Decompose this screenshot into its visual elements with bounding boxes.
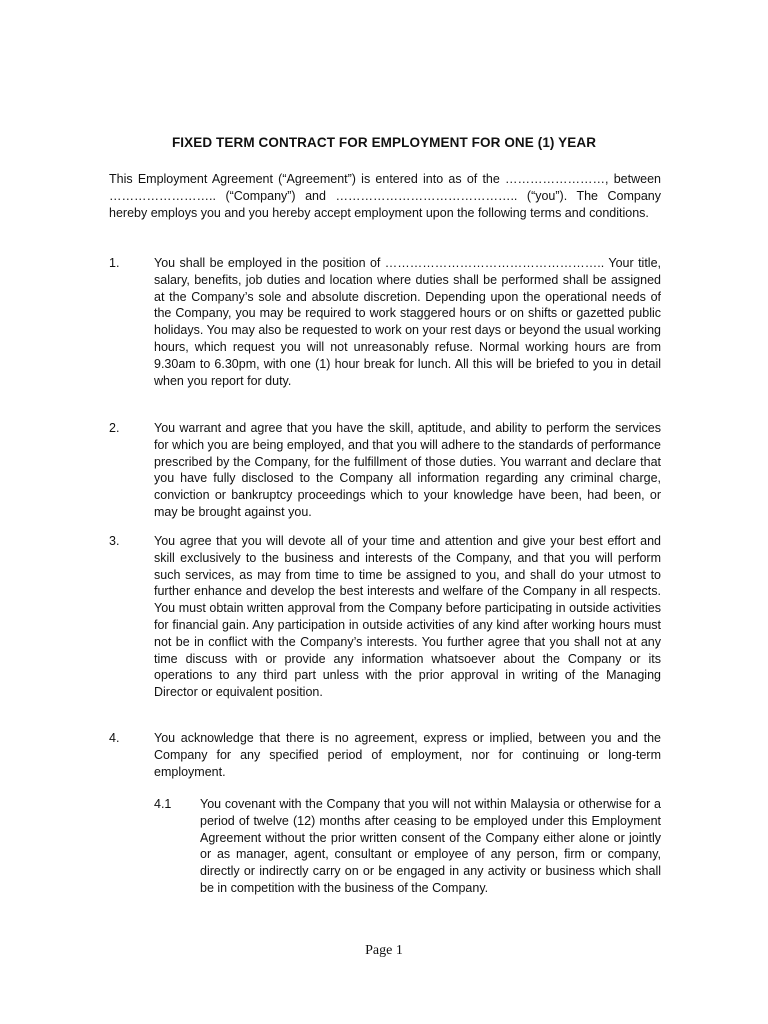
clause-number: 3. [109,534,120,548]
intro-text: This Employment Agreement (“Agreement”) is entered into as of the ……………………, between …………………….. (“Company”) and …………………………………….. (“you”). The Company hereby employs you and you hereby accept employment upon the following terms and conditions. [109,172,661,220]
clause-text: You acknowledge that there is no agreement, express or implied, between you and the Company for any specified period of employment, nor for continuing or long-term employment. [154,731,661,779]
subclause-4-1 [154,796,661,897]
subclause-text: You covenant with the Company that you will not within Malaysia or otherwise for a period of twelve (12) months after ceasing to be employed under this Employment Agreement without the prior written consent of the Company either alone or jointly or as manager, agent, consultant or employee of any person, firm or company, directly or indirectly carry on or be engaged in any activity or business which shall be in competition with the business of the Company. [200,797,661,895]
clause-text: You warrant and agree that you have the skill, aptitude, and ability to perform the services for which you are being employed, and that you will adhere to the standards of performance prescribed by the Company, for the fulfillment of those duties. You warrant and declare that you have fully disclosed to the Company all information regarding any criminal charge, conviction or bankruptcy proceedings which to your knowledge have been, had been, or may be brought against you. [154,421,661,519]
clause-number: 4. [109,731,120,745]
clause-text: You shall be employed in the position of …………………………………………….. Your title, salary, benefits, job duties and location where duties shall be performed shall be assigned at the Company’s sole and absolute discretion. Depending upon the operational needs of the Company, you may be required to work staggered hours or on shifts or gazetted public holidays. You may also be requested to work on your rest days or beyond the usual working hours, which request you will not unreasonably refuse. Normal working hours are from 9.30am to 6.30pm, with one (1) hour break for lunch. All this will be briefed to you in detail when you report for duty. [154,256,661,388]
clause-number: 1. [109,256,120,270]
page-number: Page 1 [365,943,403,958]
clause-4 [109,730,661,780]
clause-2 [109,420,661,521]
clause-text: You agree that you will devote all of your time and attention and give your best effort and skill exclusively to the business and interests of the Company, and that you will perform such services, as may from time to time be assigned to you, and shall do your utmost to further enhance and develop the best interests and welfare of the Company in all respects. You must obtain written approval from the Company before participating in outside activities for financial gain. Any participation in outside activities of any kind after working hours must not be in conflict with the Company’s interests. You further agree that you shall not at any time discuss with or provide any information whatsoever about the Company or its operations to any third part unless with the prior approval in writing of the Managing Director or equivalent position. [154,534,661,700]
clause-number: 2. [109,421,120,435]
document-title: FIXED TERM CONTRACT FOR EMPLOYMENT FOR ONE (1) YEAR [171,135,597,150]
clause-1 [109,255,661,389]
intro-paragraph [109,171,661,221]
clause-3 [109,533,661,701]
subclause-number: 4.1 [154,797,172,811]
